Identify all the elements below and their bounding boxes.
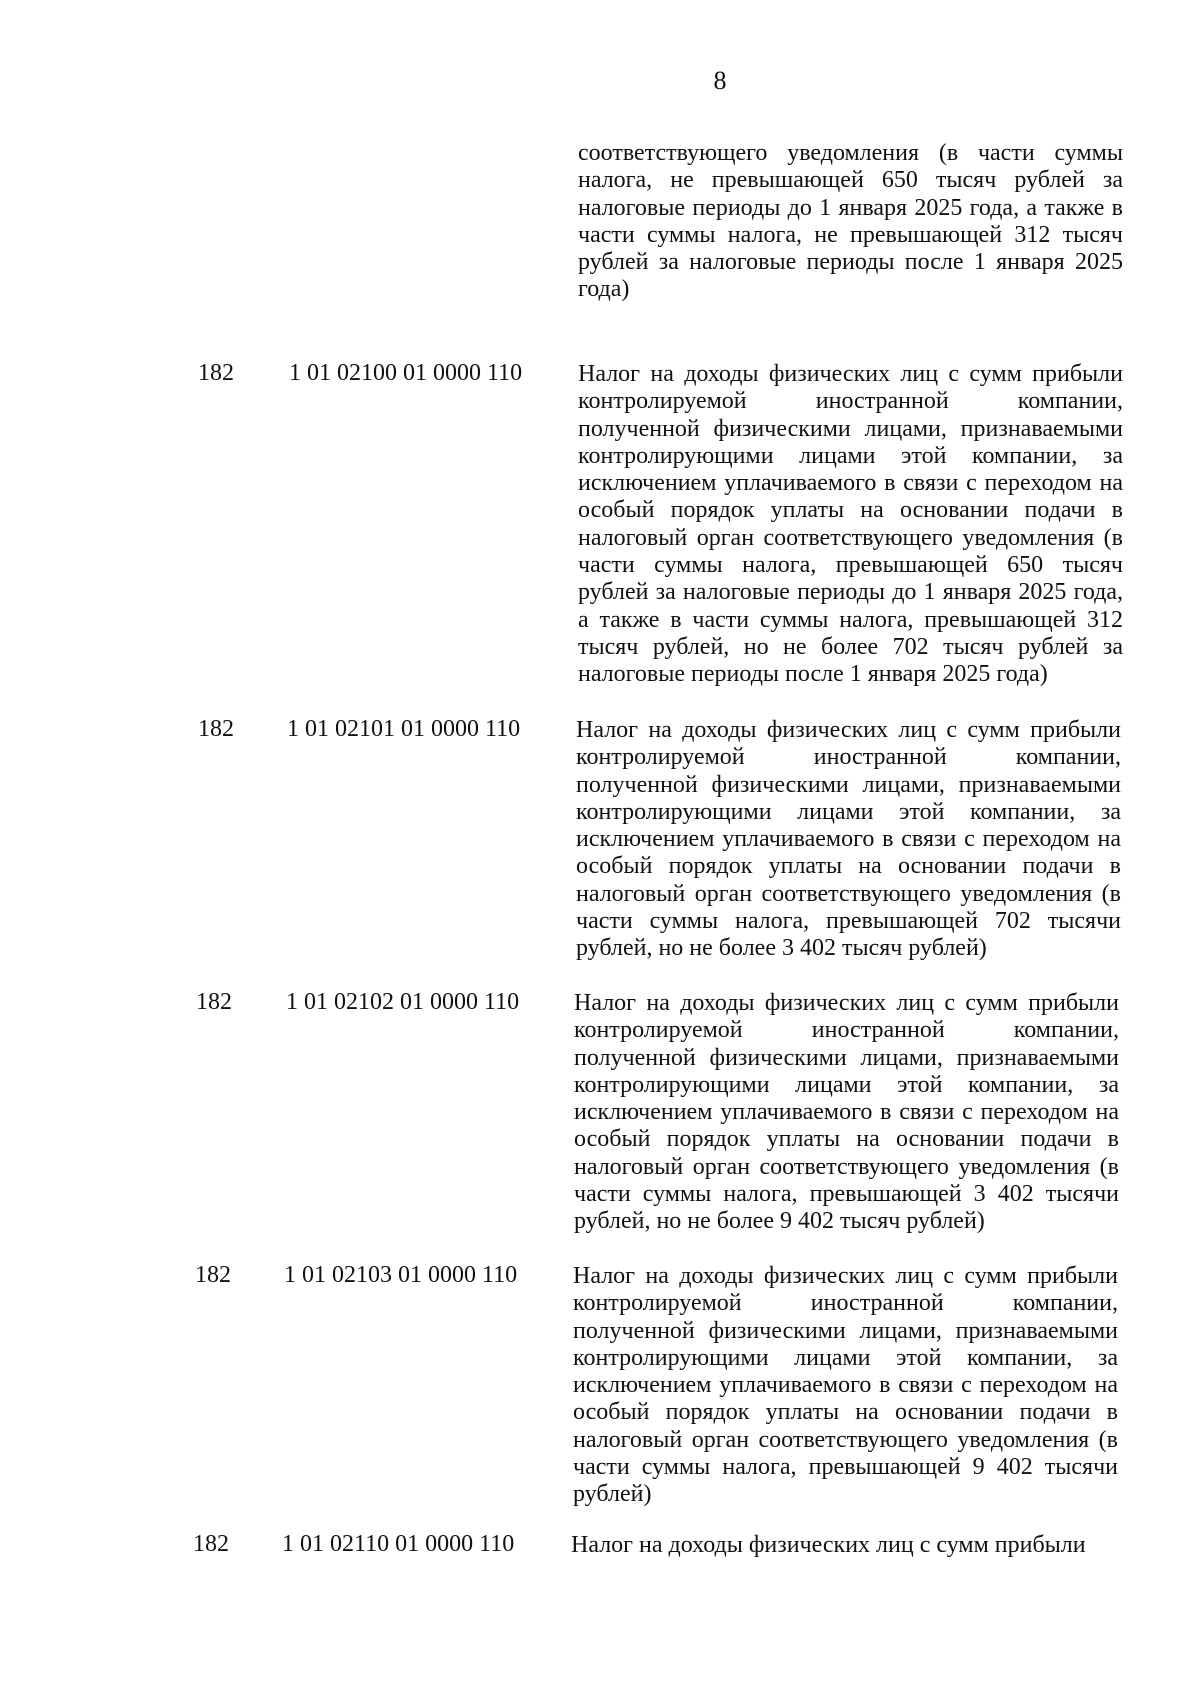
admin-code: 182 xyxy=(198,360,234,386)
budget-classification-code: 1 01 02103 01 0000 110 xyxy=(284,1262,518,1288)
income-description: Налог на доходы физических лиц с сумм прибыли контролируемой иностранной компании, полученной физическими лицами, признаваемыми контролирующими лицами этой компании, за исключением уплачиваемого в связи с переходом на особый порядок уплаты на основании подачи в налоговый орган соответствующего уведомления (в части суммы налога, превышающей 9 402 тысячи рублей) xyxy=(573,1263,1118,1508)
income-description: Налог на доходы физических лиц с сумм прибыли xyxy=(571,1532,1086,1558)
admin-code: 182 xyxy=(193,1531,229,1557)
admin-code: 182 xyxy=(196,989,232,1015)
budget-classification-code: 1 01 02100 01 0000 110 xyxy=(289,360,523,386)
income-description: Налог на доходы физических лиц с сумм прибыли контролируемой иностранной компании, полученной физическими лицами, признаваемыми контролирующими лицами этой компании, за исключением уплачиваемого в связи с переходом на особый порядок уплаты на основании подачи в налоговый орган соответствующего уведомления (в части суммы налога, превышающей 650 тысяч рублей за налоговые периоды до 1 января 2025 года, а также в части суммы налога, превышающей 312 тысяч рублей, но не более 702 тысяч рублей за налоговые периоды после 1 января 2025 года) xyxy=(578,361,1123,688)
income-description: Налог на доходы физических лиц с сумм прибыли контролируемой иностранной компании, полученной физическими лицами, признаваемыми контролирующими лицами этой компании, за исключением уплачиваемого в связи с переходом на особый порядок уплаты на основании подачи в налоговый орган соответствующего уведомления (в части суммы налога, превышающей 702 тысячи рублей, но не более 3 402 тысяч рублей) xyxy=(576,717,1121,962)
budget-classification-code: 1 01 02102 01 0000 110 xyxy=(286,989,520,1015)
continuation-description: соответствующего уведомления (в части суммы налога, не превышающей 650 тысяч рублей за налоговые периоды до 1 января 2025 года, а также в части суммы налога, не превышающей 312 тысяч рублей за налоговые периоды после 1 января 2025 года) xyxy=(578,140,1123,303)
page-number: 8 xyxy=(713,66,727,95)
budget-classification-code: 1 01 02110 01 0000 110 xyxy=(282,1531,515,1557)
budget-classification-code: 1 01 02101 01 0000 110 xyxy=(287,716,521,742)
admin-code: 182 xyxy=(195,1262,231,1288)
admin-code: 182 xyxy=(198,716,234,742)
income-description: Налог на доходы физических лиц с сумм прибыли контролируемой иностранной компании, полученной физическими лицами, признаваемыми контролирующими лицами этой компании, за исключением уплачиваемого в связи с переходом на особый порядок уплаты на основании подачи в налоговый орган соответствующего уведомления (в части суммы налога, превышающей 3 402 тысячи рублей, но не более 9 402 тысяч рублей) xyxy=(574,990,1119,1235)
